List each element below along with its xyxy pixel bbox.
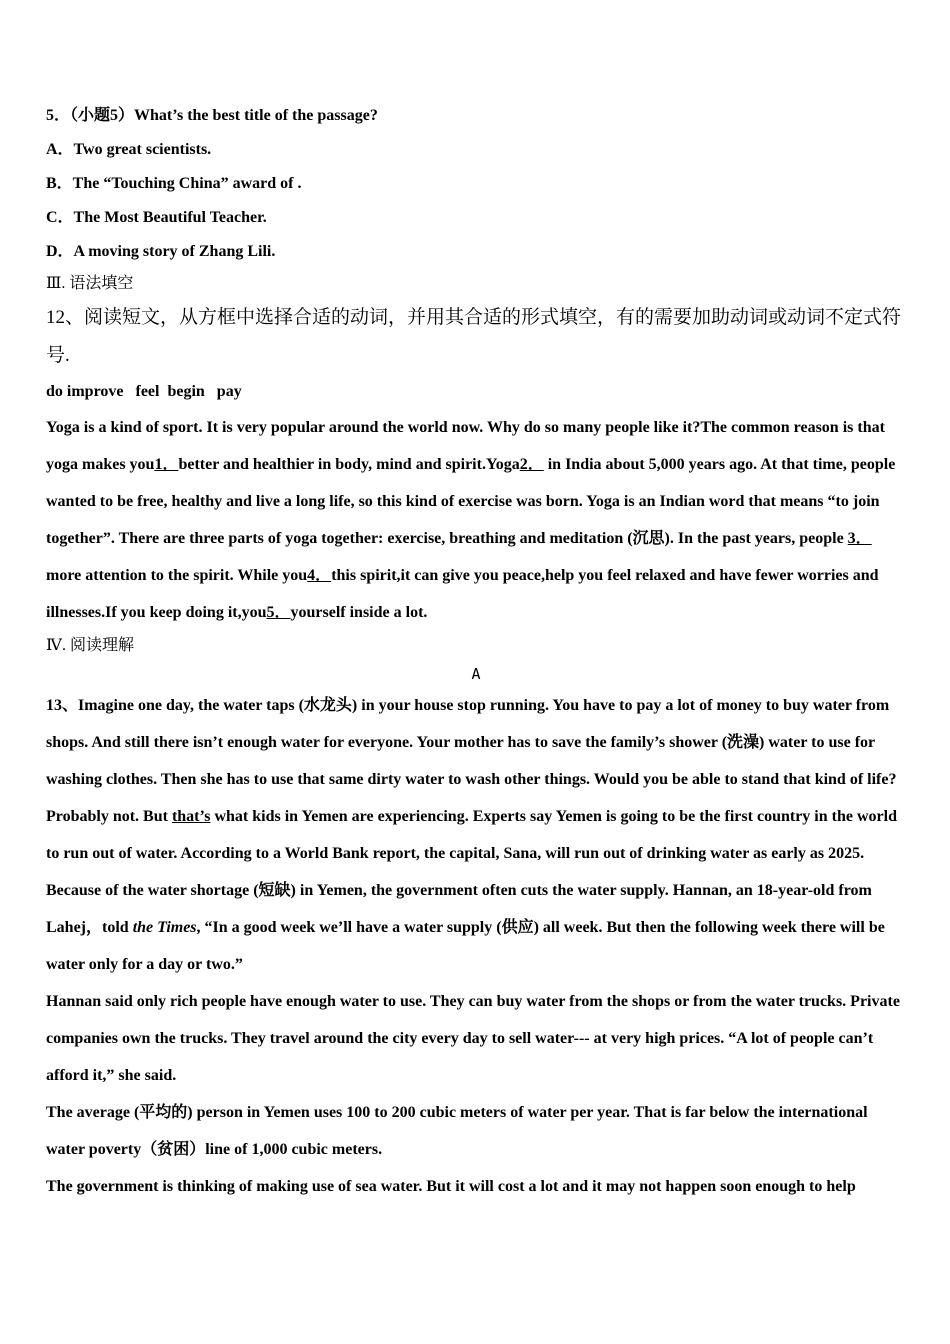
reading-paragraph-3	[46, 872, 906, 983]
blank-3: 3．	[847, 530, 872, 547]
reading-paragraph-2	[46, 798, 906, 872]
paragraph-text: what kids in Yemen are experiencing. Experts say Yemen is going to be the first country in the world to run out of water. According to a World Bank report, the capital, Sana, will run out of drinking water as early as 2025.	[46, 808, 897, 862]
paragraph-text: Probably not. But	[46, 808, 172, 825]
passage-text: better and healthier in body, mind and spirit.Yoga	[178, 456, 520, 473]
passage-text: more attention to the spirit. While you	[46, 567, 308, 584]
section-3-instruction: 12、阅读短文，从方框中选择合适的动词，并用其合适的形式填空，有的需要加助动词或动词不定式符号.	[46, 307, 902, 366]
reading-paragraph-1: 13、Imagine one day, the water taps (水龙头) in your house stop running. You have to pay a lot of money to buy water from shops. And still there isn’t enough water for everyone. Your mother has to save the family’s shower (洗澡) water to use for washing clothes. Then she has to use that same dirty water to wash other things. Would you be able to stand that kind of life?	[46, 697, 897, 788]
paragraph-text: Because of the water shortage (短缺) in Yemen, the government often cuts the water supply. Hannan, an 18-year-old from Lahej，told	[46, 882, 872, 936]
option-c: C．The Most Beautiful Teacher.	[46, 209, 267, 226]
blank-1: 1．	[154, 456, 179, 473]
passage-text: this spirit,it can give you peace,help you feel relaxed and have fewer worries and illnesses.If you keep doing it,you	[46, 567, 879, 621]
italic-title: the Times	[132, 919, 197, 936]
passage-text: in India about 5,000 years ago. At that time, people wanted to be free, healthy and live a long life, so this kind of exercise was born. Yoga is an Indian word that means “to join together”. There are three parts of yoga together: exercise, breathing and meditation (沉思). In the past years, people	[46, 456, 896, 547]
question-5-stem: 5．（小题5）What’s the best title of the passage?	[46, 107, 378, 124]
word-box: do improve feel begin pay	[46, 383, 242, 400]
option-d: D．A moving story of Zhang Lili.	[46, 243, 276, 260]
paragraph-text: , “In a good week we’ll have a water supply (供应) all week. But then the following week there will be water only for a day or two.”	[46, 919, 885, 973]
passage-text: Yoga is a kind of sport. It is very popular around the world now. Why do so many people like it?The common reason is that yoga makes you	[46, 419, 885, 473]
reading-paragraph-4: Hannan said only rich people have enough water to use. They can buy water from the shops or from the water trucks. Private companies own the trucks. They travel around the city every day to sell water--- at very high prices. “A lot of people can’t afford it,” she said.	[46, 993, 900, 1084]
reading-paragraph-6: The government is thinking of making use of sea water. But it will cost a lot and it may not happen soon enough to help	[46, 1178, 856, 1195]
passage-label: A	[471, 665, 481, 683]
reading-paragraph-5: The average (平均的) person in Yemen uses 100 to 200 cubic meters of water per year. That is far below the international water poverty（贫困）line of 1,000 cubic meters.	[46, 1104, 868, 1158]
yoga-passage	[46, 409, 906, 631]
option-a: A．Two great scientists.	[46, 141, 212, 158]
underlined-word: that’s	[171, 808, 211, 825]
document-page	[46, 99, 906, 1205]
blank-2: 2．	[519, 456, 544, 473]
blank-4: 4．	[307, 567, 332, 584]
option-b: B．The “Touching China” award of .	[46, 175, 302, 192]
section-3-heading: Ⅲ. 语法填空	[46, 275, 134, 292]
section-4-heading: Ⅳ. 阅读理解	[46, 637, 134, 654]
passage-text: yourself inside a lot.	[290, 604, 428, 621]
blank-5: 5．	[266, 604, 291, 621]
